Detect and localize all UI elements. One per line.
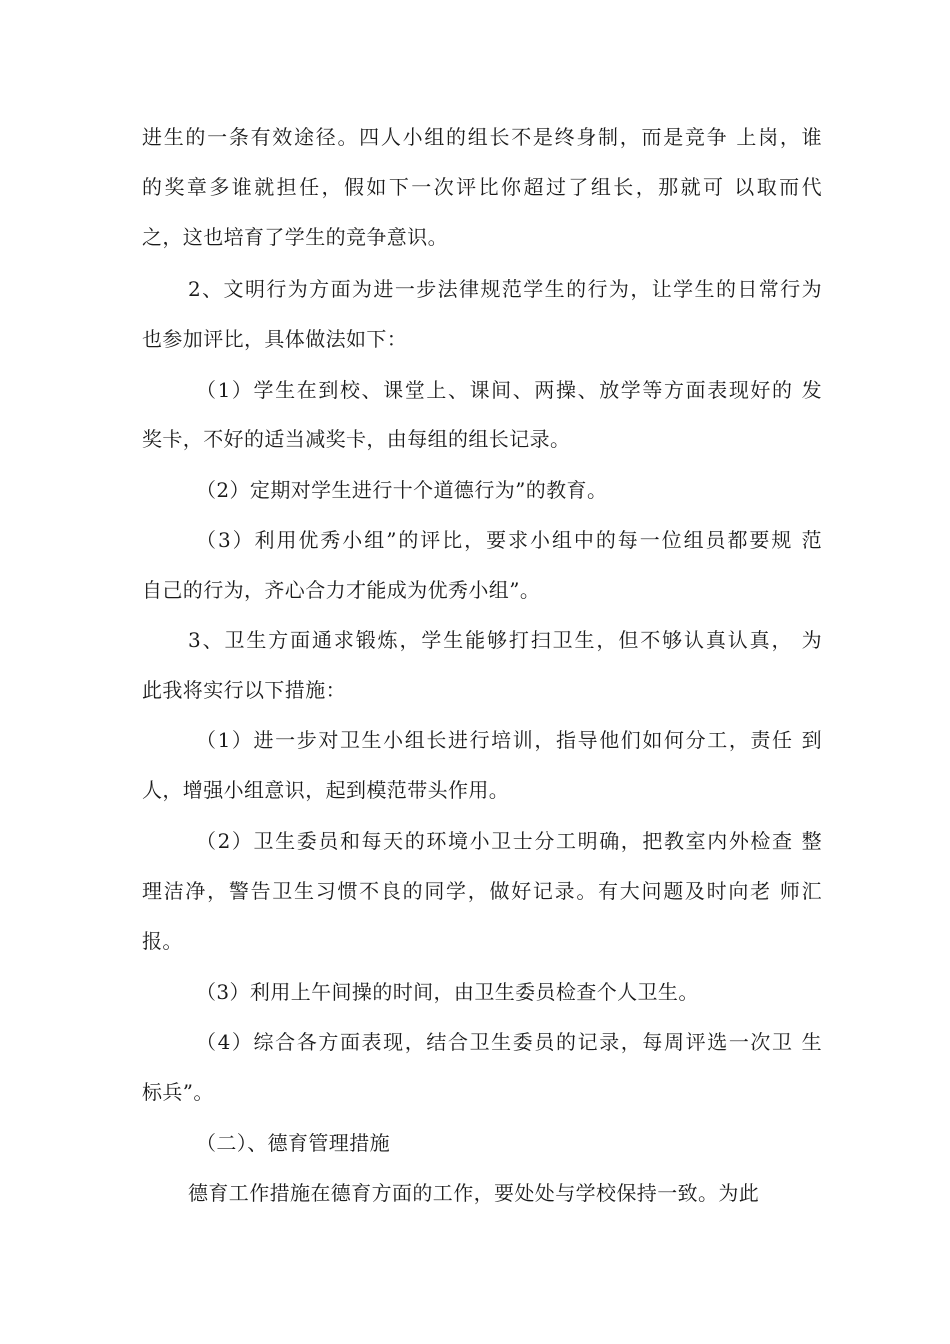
paragraph-line: （1）学生在到校、课堂上、课间、两操、放学等方面表现好的 发 bbox=[196, 378, 822, 402]
paragraph-line: 此我将实行以下措施： bbox=[142, 678, 346, 702]
paragraph-line: （3）利用上午间操的时间，由卫生委员检查个人卫生。 bbox=[196, 980, 699, 1004]
paragraph-line: 也参加评比，具体做法如下： bbox=[142, 327, 408, 351]
paragraph-line: （1）进一步对卫生小组长进行培训，指导他们如何分工，责任 到 bbox=[196, 728, 822, 752]
paragraph-line: 报。 bbox=[142, 929, 183, 953]
section-heading: （二）、德育管理措施 bbox=[196, 1131, 390, 1155]
paragraph-line: 人，增强小组意识，起到模范带头作用。 bbox=[142, 778, 510, 802]
paragraph-line: 德育工作措施在德育方面的工作，要处处与学校保持一致。为此 bbox=[188, 1181, 760, 1205]
paragraph-line: 标兵”。 bbox=[142, 1080, 214, 1104]
paragraph-line: 3、卫生方面通求锻炼，学生能够打扫卫生，但不够认真认真， 为 bbox=[188, 628, 822, 652]
paragraph-line: 进生的一条有效途径。四人小组的组长不是终身制，而是竞争 上岗，谁 bbox=[142, 125, 822, 149]
paragraph-line: 的奖章多谁就担任，假如下一次评比你超过了组长，那就可 以取而代 bbox=[142, 175, 822, 199]
paragraph-line: （4）综合各方面表现，结合卫生委员的记录，每周评选一次卫 生 bbox=[196, 1030, 822, 1054]
paragraph-line: （2）卫生委员和每天的环境小卫士分工明确，把教室内外检查 整 bbox=[196, 829, 822, 853]
paragraph-line: 理洁净，警告卫生习惯不良的同学，做好记录。有大问题及时向老 师汇 bbox=[142, 879, 822, 903]
paragraph-line: （2）定期对学生进行十个道德行为”的教育。 bbox=[196, 478, 608, 502]
paragraph-line: （3）利用优秀小组”的评比，要求小组中的每一位组员都要规 范 bbox=[196, 528, 822, 552]
paragraph-line: 之，这也培育了学生的竞争意识。 bbox=[142, 225, 448, 249]
paragraph-line: 自己的行为，齐心合力才能成为优秀小组”。 bbox=[142, 578, 541, 602]
paragraph-line: 2、文明行为方面为进一步法律规范学生的行为，让学生的日常行为 bbox=[188, 277, 822, 301]
paragraph-line: 奖卡，不好的适当减奖卡，由每组的组长记录。 bbox=[142, 427, 571, 451]
